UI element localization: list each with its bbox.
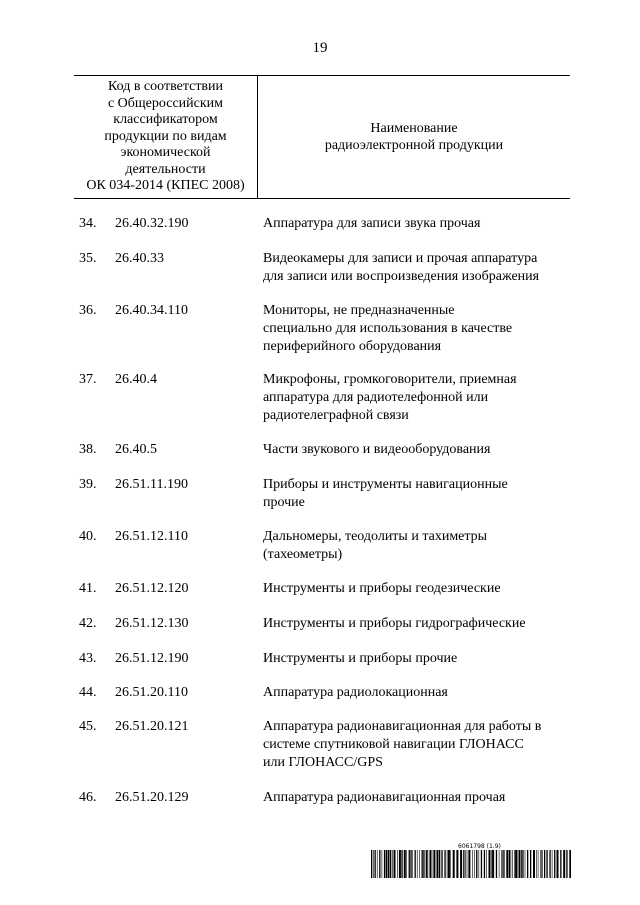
barcode-bar xyxy=(371,850,372,878)
header-code-line: Код в соответствии xyxy=(107,79,224,95)
header-code-line: с Общероссийским xyxy=(107,95,224,111)
barcode-bar xyxy=(401,850,402,878)
barcode-bar xyxy=(410,850,411,878)
barcode-bar xyxy=(481,850,482,878)
barcode-bar xyxy=(467,850,468,878)
row-code: 26.51.12.130 xyxy=(115,616,189,631)
barcode-bar xyxy=(554,850,555,878)
row-name xyxy=(263,250,573,286)
barcode-bar xyxy=(444,850,445,878)
row-name-line: Аппаратура радионавигационная прочая xyxy=(263,790,506,805)
row-name xyxy=(263,718,573,772)
barcode-bar xyxy=(536,850,537,878)
barcode-bar xyxy=(397,850,398,878)
barcode-bar xyxy=(503,850,504,878)
barcode-bar xyxy=(533,850,535,878)
row-number: 40. xyxy=(79,529,97,544)
row-name-line: Инструменты и приборы прочие xyxy=(263,651,458,666)
barcode-bar xyxy=(549,850,550,878)
barcode-bar xyxy=(392,850,393,878)
barcode-bar xyxy=(432,850,433,878)
row-name xyxy=(263,441,573,459)
header-code-column xyxy=(74,76,258,198)
barcode-bar xyxy=(448,850,450,878)
barcode-bar xyxy=(430,850,431,878)
barcode-bar xyxy=(514,850,515,878)
row-code: 26.51.20.129 xyxy=(115,790,189,805)
barcode-bar xyxy=(546,850,547,878)
header-code-line: экономической xyxy=(120,145,211,161)
barcode-bar xyxy=(390,850,391,878)
row-number: 36. xyxy=(79,303,97,318)
row-name-line: Инструменты и приборы гидрографические xyxy=(263,616,526,631)
row-code: 26.51.12.190 xyxy=(115,651,189,666)
barcode-bar xyxy=(506,850,508,878)
row-number: 45. xyxy=(79,719,97,734)
row-number: 34. xyxy=(79,216,97,231)
table-header xyxy=(74,75,570,199)
row-code: 26.40.5 xyxy=(115,442,157,457)
barcode-bar xyxy=(412,850,413,878)
barcode-bar xyxy=(460,850,462,878)
page-number: 19 xyxy=(312,40,328,56)
row-number: 35. xyxy=(79,251,97,266)
barcode-bar xyxy=(447,850,448,878)
barcode-bar xyxy=(468,850,470,878)
row-code: 26.40.34.110 xyxy=(115,303,188,318)
row-name xyxy=(263,684,573,702)
barcode-bar xyxy=(525,850,526,878)
barcode-bar xyxy=(463,850,464,878)
barcode-bar xyxy=(538,850,539,878)
barcode-bar xyxy=(456,850,458,878)
barcode-bar xyxy=(439,850,440,878)
barcode-bar xyxy=(429,850,430,878)
header-code-line: классификатором xyxy=(113,112,218,128)
row-name xyxy=(263,476,573,512)
header-code-line: деятельности xyxy=(125,161,206,177)
row-name xyxy=(263,615,573,633)
row-name-line: Аппаратура для записи звука прочая xyxy=(263,216,481,231)
barcode-bar xyxy=(522,850,523,878)
barcode-bar xyxy=(560,850,561,878)
row-name xyxy=(263,789,573,807)
row-number: 37. xyxy=(79,372,97,387)
barcode-bar xyxy=(511,850,512,878)
header-code-line: ОК 034-2014 (КПЕС 2008) xyxy=(86,178,245,194)
barcode-bar xyxy=(521,850,522,878)
row-name-line: или ГЛОНАСС/GPS xyxy=(263,755,383,770)
barcode-bar xyxy=(496,850,497,878)
barcode-bar xyxy=(422,850,423,878)
row-name-line: Микрофоны, громкоговорители, приемная xyxy=(263,372,517,387)
barcode-bar xyxy=(394,850,396,878)
barcode-bar xyxy=(566,850,567,878)
barcode-bar xyxy=(476,850,477,878)
barcode-bar xyxy=(472,850,473,878)
row-number: 46. xyxy=(79,790,97,805)
barcode-bar xyxy=(563,850,565,878)
barcode-bar xyxy=(373,850,374,878)
barcode-bar xyxy=(437,850,439,878)
barcode-bar xyxy=(465,850,466,878)
row-number: 44. xyxy=(79,685,97,700)
barcode-bar xyxy=(384,850,385,878)
row-name-line: (тахеометры) xyxy=(263,547,343,562)
barcode-bar xyxy=(527,850,528,878)
barcode-bar xyxy=(399,850,401,878)
barcode-bar xyxy=(489,850,491,878)
barcode-bar xyxy=(540,850,541,878)
header-name-line: радиоэлектронной продукции xyxy=(324,138,504,153)
barcode-bar xyxy=(474,850,475,878)
row-name xyxy=(263,650,573,668)
row-name-line: Приборы и инструменты навигационные xyxy=(263,477,508,492)
barcode-bar xyxy=(530,850,531,878)
barcode-bar xyxy=(552,850,553,878)
row-name-line: радиотелеграфной связи xyxy=(263,408,409,423)
document-number: 6061798 (1.9) xyxy=(458,843,501,850)
barcode-bar xyxy=(518,850,519,878)
row-name-line: Части звукового и видеооборудования xyxy=(263,442,491,457)
barcode-bar xyxy=(541,850,542,878)
header-name-column xyxy=(258,76,570,198)
row-code: 26.40.4 xyxy=(115,372,157,387)
barcode-bar xyxy=(375,850,376,878)
row-name-line: периферийного оборудования xyxy=(263,339,442,354)
barcode-bar xyxy=(492,850,494,878)
row-name-line: Аппаратура радиолокационная xyxy=(263,685,448,700)
row-name-line: прочие xyxy=(263,495,305,510)
row-name-line: для записи или воспроизведения изображения xyxy=(263,269,540,284)
barcode-bar xyxy=(486,850,487,878)
barcode-bar xyxy=(509,850,510,878)
barcode-bar xyxy=(479,850,480,878)
barcode-bar xyxy=(423,850,424,878)
barcode-bar xyxy=(519,850,520,878)
barcode-bar xyxy=(379,850,380,878)
row-name-line: Аппаратура радионавигационная для работы в xyxy=(263,719,542,734)
barcode-bar xyxy=(386,850,387,878)
barcode-bar xyxy=(404,850,406,878)
row-name-line: Мониторы, не предназначенные xyxy=(263,303,455,318)
barcode-bar xyxy=(426,850,428,878)
barcode-bar xyxy=(502,850,503,878)
row-name xyxy=(263,528,573,564)
row-name xyxy=(263,371,573,425)
row-code: 26.51.12.110 xyxy=(115,529,188,544)
row-name-line: системе спутниковой навигации ГЛОНАСС xyxy=(263,737,524,752)
barcode-bar xyxy=(515,850,517,878)
row-code: 26.51.11.190 xyxy=(115,477,188,492)
barcode-bar xyxy=(450,850,451,878)
row-code: 26.51.20.110 xyxy=(115,685,188,700)
header-code-line: продукции по видам xyxy=(104,128,227,144)
header-name-line: Наименование xyxy=(370,121,458,136)
row-number: 38. xyxy=(79,442,97,457)
barcode-bar xyxy=(415,850,416,878)
row-number: 41. xyxy=(79,581,97,596)
row-name xyxy=(263,580,573,598)
barcode-bar xyxy=(406,850,407,878)
barcode-bar xyxy=(388,850,390,878)
row-name-line: Инструменты и приборы геодезические xyxy=(263,581,501,596)
barcode-bar xyxy=(417,850,418,878)
barcode-bar xyxy=(484,850,485,878)
row-number: 43. xyxy=(79,651,97,666)
row-name-line: Дальномеры, теодолиты и тахиметры xyxy=(263,529,488,544)
barcode-bar xyxy=(453,850,455,878)
barcode-bar xyxy=(499,850,500,878)
barcode-bar xyxy=(512,850,513,878)
row-name xyxy=(263,215,573,233)
row-name-line: Видеокамеры для записи и прочая аппаратура xyxy=(263,251,538,266)
barcode-bar xyxy=(409,850,410,878)
barcode xyxy=(371,850,571,878)
row-code: 26.51.20.121 xyxy=(115,719,189,734)
barcode-bar xyxy=(491,850,492,878)
barcode-bar xyxy=(544,850,545,878)
row-name xyxy=(263,302,573,356)
row-number: 42. xyxy=(79,616,97,631)
barcode-bar xyxy=(542,850,543,878)
barcode-bar xyxy=(377,850,378,878)
row-code: 26.51.12.120 xyxy=(115,581,189,596)
barcode-bar xyxy=(441,850,442,878)
barcode-bar xyxy=(501,850,502,878)
barcode-bar xyxy=(569,850,571,878)
row-code: 26.40.32.190 xyxy=(115,216,189,231)
barcode-bar xyxy=(433,850,435,878)
barcode-bar xyxy=(557,850,559,878)
barcode-bar xyxy=(382,850,383,878)
row-code: 26.40.33 xyxy=(115,251,164,266)
barcode-bar xyxy=(419,850,420,878)
row-name-line: специально для использования в качестве xyxy=(263,321,513,336)
row-number: 39. xyxy=(79,477,97,492)
row-name-line: аппаратура для радиотелефонной или xyxy=(263,390,489,405)
